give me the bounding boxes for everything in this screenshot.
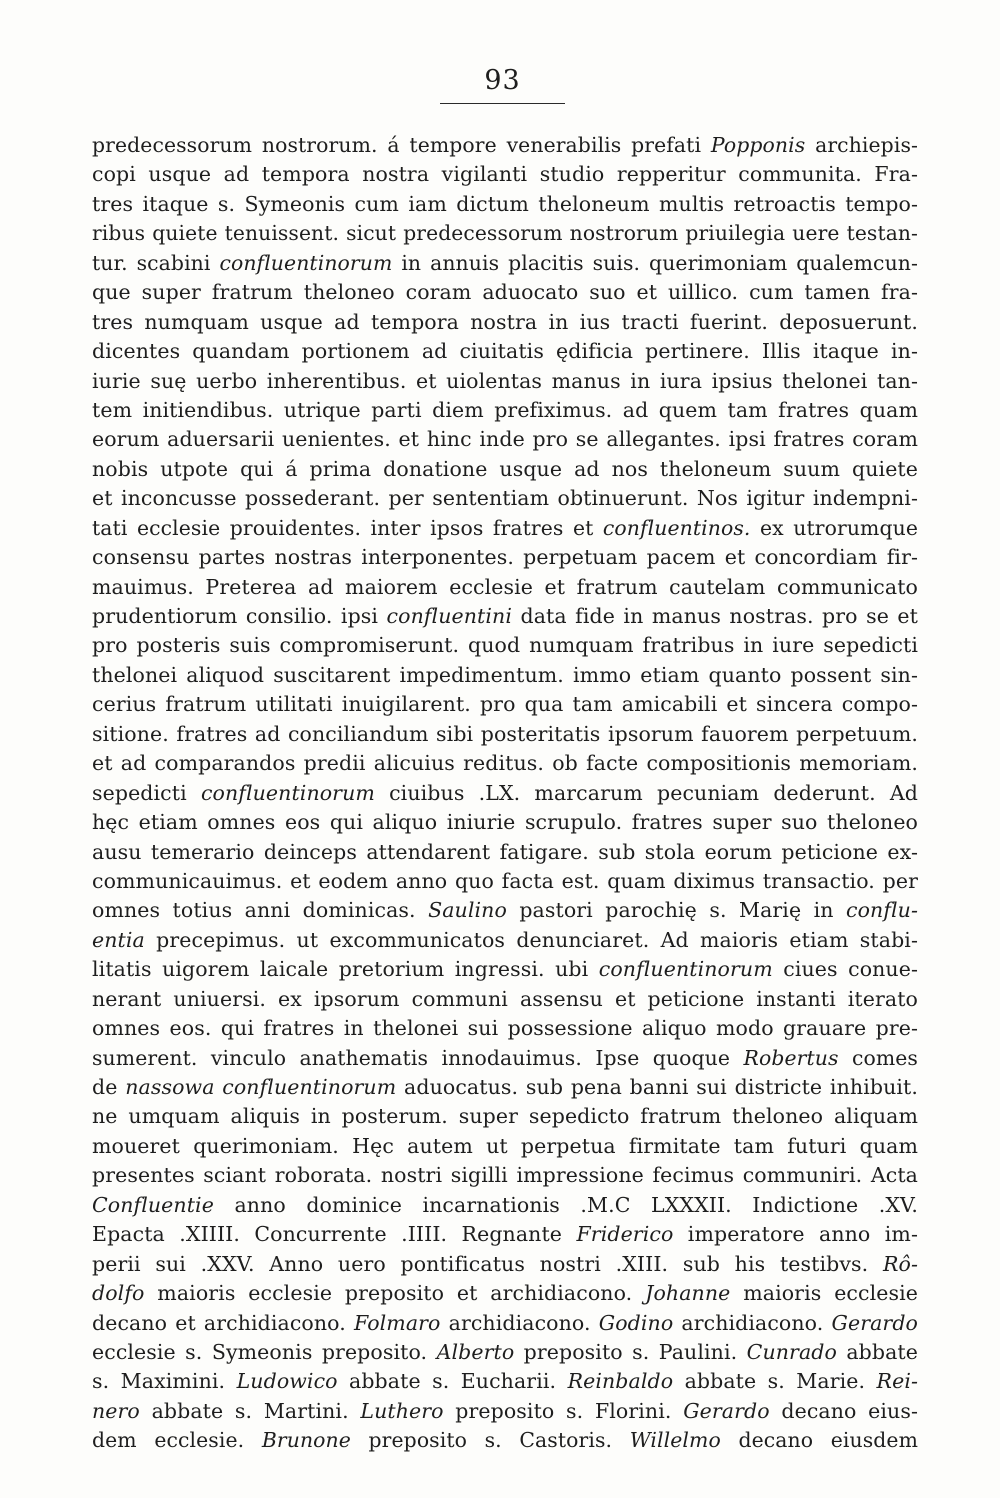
text-run: preposito s. Paulini. — [514, 1339, 747, 1364]
text-run: predecessorum nostrorum. á tempore venerabilis prefati — [92, 133, 711, 157]
text-run: maioris ecclesie — [730, 1281, 918, 1306]
text-run: dem ecclesie. — [92, 1428, 262, 1453]
text-line — [92, 337, 918, 366]
italic-name: confluentini — [386, 604, 513, 628]
text-line — [92, 808, 918, 837]
text-run: tres itaque s. Symeonis cum iam dictum theloneum multis retroactis tempo- — [92, 191, 918, 216]
text-line — [92, 690, 918, 719]
text-line — [92, 484, 918, 513]
italic-name: entia — [92, 927, 145, 952]
text-run: pro posteris suis compromiserunt. quod numquam fratribus in iure sepedicti — [92, 633, 918, 658]
text-line — [92, 455, 918, 484]
text-run: decano eius- — [769, 1398, 918, 1423]
text-run: presentes sciant roborata. nostri sigilli impressione fecimus communiri. Acta — [92, 1163, 918, 1188]
text-run: thelonei aliquod suscitarent impedimentum. immo etiam quanto possent sin- — [92, 662, 918, 687]
italic-name: Folmaro — [354, 1310, 441, 1335]
text-run: de — [92, 1075, 126, 1099]
text-line — [92, 985, 918, 1014]
italic-name: Saulino — [428, 898, 507, 923]
text-run: omnes eos. qui fratres in thelonei sui possessione aliquo modo grauare pre- — [92, 1016, 918, 1041]
italic-name: Popponis — [710, 133, 806, 157]
italic-name: conflu- — [846, 898, 918, 923]
text-run: ausu temerario deinceps attendarent fatigare. sub stola eorum peticione ex- — [92, 839, 918, 864]
italic-name: Alberto — [436, 1339, 515, 1364]
text-run: mauimus. Preterea ad maiorem ecclesie et fratrum cautelam communicato — [92, 574, 918, 599]
text-run: aduocatus. sub pena banni sui districte inhibuit. — [396, 1075, 918, 1099]
text-run: preposito s. Castoris. — [350, 1428, 630, 1453]
text-line — [92, 219, 918, 248]
text-run: prudentiorum consilio. ipsi — [92, 604, 387, 628]
text-line — [92, 926, 918, 955]
italic-name: nero — [92, 1398, 140, 1423]
text-run: eorum aduersarii uenientes. et hinc inde pro se allegantes. ipsi fratres coram — [92, 427, 918, 452]
text-line — [92, 631, 918, 660]
text-run: abbate — [836, 1339, 918, 1364]
text-line — [92, 1426, 918, 1455]
text-run: data fide in manus nostras. pro se et — [512, 604, 918, 628]
italic-name: Rô- — [882, 1251, 918, 1276]
text-run: sitione. fratres ad conciliandum sibi posteritatis ipsorum fauorem perpetuum. — [92, 721, 918, 746]
text-run: s. Maximini. — [92, 1369, 237, 1394]
italic-name: confluentinorum — [200, 780, 375, 805]
text-line — [92, 955, 918, 984]
text-run: tem initiendibus. utrique parti diem prefiximus. ad quem tam fratres quam — [92, 397, 918, 422]
text-line — [92, 367, 918, 396]
text-run: pastori parochię s. Marię in — [506, 898, 846, 923]
text-line — [92, 514, 918, 543]
italic-name: Rei- — [876, 1369, 918, 1394]
italic-name: Willelmo — [629, 1428, 721, 1453]
text-line — [92, 543, 918, 572]
text-line — [92, 661, 918, 690]
text-line — [92, 308, 918, 337]
italic-name: confluentinorum — [219, 250, 393, 275]
text-line — [92, 278, 918, 307]
text-run: abbate s. Eucharii. — [337, 1369, 568, 1394]
text-run: communicauimus. et eodem anno quo facta est. quam diximus transactio. per — [92, 868, 918, 893]
italic-name: Gerardo — [831, 1310, 918, 1335]
text-run: Epacta .XIIII. Concurrente .IIII. Regnante — [92, 1222, 577, 1247]
text-run: in annuis placitis suis. querimoniam qualemcun- — [392, 250, 918, 275]
text-run: ciues conue- — [772, 957, 918, 982]
text-run: sumerent. vinculo anathematis innodauimus. Ipse quoque — [92, 1045, 744, 1070]
italic-name: Confluentie — [92, 1192, 214, 1217]
italic-name: confluentinorum — [598, 957, 773, 982]
italic-name: confluentinos. — [602, 515, 751, 540]
text-run: ne umquam aliquis in posterum. super sepedicto fratrum theloneo aliquam — [92, 1104, 918, 1129]
text-run: preposito s. Florini. — [443, 1398, 684, 1423]
text-line — [92, 425, 918, 454]
text-run: tur. scabini — [92, 250, 220, 275]
text-run: tres numquam usque ad tempora nostra in ius tracti fuerint. deposuerunt. — [92, 309, 918, 334]
text-line — [92, 1014, 918, 1043]
text-run: tati ecclesie prouidentes. inter ipsos fratres et — [92, 515, 603, 540]
text-run: archidiacono. — [440, 1310, 599, 1335]
italic-name: Johanne — [645, 1281, 731, 1306]
text-run: comes — [838, 1045, 918, 1070]
text-run: ribus quiete tenuissent. sicut predecessorum nostrorum priuilegia uere testan- — [92, 221, 918, 246]
text-line — [92, 1279, 918, 1308]
text-line — [92, 838, 918, 867]
text-line — [92, 573, 918, 602]
text-line — [92, 602, 918, 631]
text-line — [92, 1397, 918, 1426]
text-line — [92, 396, 918, 425]
page-number-rule — [440, 103, 565, 104]
text-run: iurie suę uerbo inherentibus. et uiolentas manus in iura ipsius thelonei tan- — [92, 368, 918, 393]
text-run: et ad comparandos predii alicuius reditus. ob facte compositionis memoriam. — [92, 751, 918, 776]
italic-name: Reinbaldo — [567, 1369, 674, 1394]
text-run: moueret querimoniam. Hęc autem ut perpetua firmitate tam futuri quam — [92, 1133, 918, 1158]
text-run: decano et archidiacono. — [92, 1310, 354, 1335]
italic-name: Luthero — [360, 1398, 444, 1423]
page-number: 93 — [484, 65, 521, 96]
text-run: consensu partes nostras interponentes. perpetuam pacem et concordiam fir- — [92, 545, 918, 570]
text-line — [92, 1132, 918, 1161]
text-run: que super fratrum theloneo coram aduocato suo et uillico. cum tamen fra- — [92, 280, 918, 305]
text-run: hęc etiam omnes eos qui aliquo iniurie scrupulo. fratres super suo theloneo — [92, 810, 918, 835]
text-line — [92, 131, 918, 160]
text-run: copi usque ad tempora nostra vigilanti studio repperitur communita. Fra- — [92, 162, 918, 187]
text-run: et inconcusse possederant. per sententiam obtinuerunt. Nos igitur indempni- — [92, 486, 918, 511]
text-run: maioris ecclesie preposito et archidiacono. — [144, 1281, 646, 1306]
text-line — [92, 1191, 918, 1220]
italic-name: Brunone — [261, 1428, 351, 1453]
text-run: omnes totius anni dominicas. — [92, 898, 429, 923]
text-line — [92, 1044, 918, 1073]
text-run: ex utrorumque — [750, 515, 918, 540]
text-line — [92, 749, 918, 778]
text-run: decano eiusdem — [720, 1428, 918, 1453]
text-line — [92, 1309, 918, 1338]
text-line — [92, 1250, 918, 1279]
text-line — [92, 779, 918, 808]
text-line — [92, 249, 918, 278]
text-run: archiepis- — [805, 133, 918, 157]
text-run: nobis utpote qui á prima donatione usque ad nos theloneum suum quiete — [92, 456, 918, 481]
text-line — [92, 720, 918, 749]
charter-text — [92, 131, 918, 1456]
text-run: nerant uniuersi. ex ipsorum communi assensu et peticione instanti iterato — [92, 986, 918, 1011]
italic-name: dolfo — [92, 1281, 145, 1306]
text-run: perii sui .XXV. Anno uero pontificatus nostri .XIII. sub his testibvs. — [92, 1251, 883, 1276]
text-run: ciuibus .LX. marcarum pecuniam dederunt. Ad — [374, 780, 918, 805]
text-line — [92, 1367, 918, 1396]
text-line — [92, 896, 918, 925]
text-run: abbate s. Marie. — [673, 1369, 877, 1394]
text-run: imperatore anno im- — [673, 1222, 918, 1247]
text-run: anno dominice incarnationis .M.C LXXXII. Indictione .XV. — [213, 1192, 918, 1217]
italic-name: Robertus — [743, 1045, 839, 1070]
italic-name: Cunrado — [746, 1339, 837, 1364]
text-run: ecclesie s. Symeonis preposito. — [92, 1339, 437, 1364]
text-run: archidiacono. — [673, 1310, 832, 1335]
text-run: abbate s. Martini. — [139, 1398, 361, 1423]
text-line — [92, 1073, 918, 1102]
text-line — [92, 190, 918, 219]
text-run: sepedicti — [92, 780, 201, 805]
text-line — [92, 1220, 918, 1249]
italic-name: Gerardo — [683, 1398, 770, 1423]
text-line — [92, 1102, 918, 1131]
italic-name: Godino — [598, 1310, 674, 1335]
italic-name: Friderico — [576, 1222, 674, 1247]
text-run: precepimus. ut excommunicatos denunciaret. Ad maioris etiam stabi- — [144, 927, 918, 952]
text-line — [92, 1161, 918, 1190]
italic-name: Ludowico — [236, 1369, 338, 1394]
text-run: cerius fratrum utilitati inuigilarent. pro qua tam amicabili et sincera compo- — [92, 692, 918, 717]
text-line — [92, 160, 918, 189]
text-run: litatis uigorem laicale pretorium ingressi. ubi — [92, 957, 599, 982]
text-line — [92, 1338, 918, 1367]
text-run: dicentes quandam portionem ad ciuitatis ędificia pertinere. Illis itaque in- — [92, 339, 918, 364]
text-line — [92, 867, 918, 896]
italic-name: nassowa confluentinorum — [125, 1075, 397, 1099]
